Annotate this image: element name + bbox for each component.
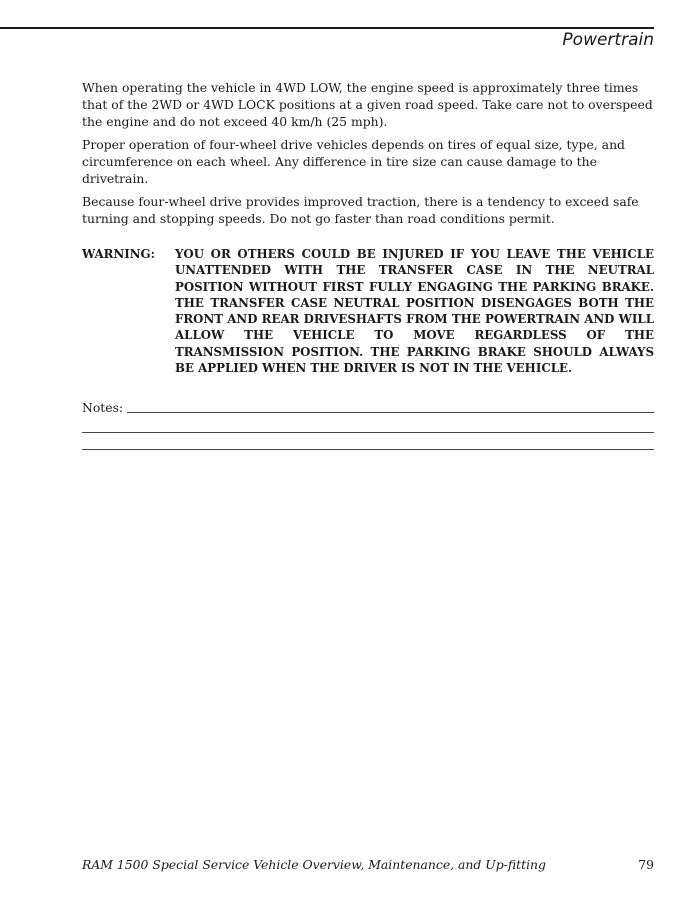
- paragraph-4wd-low: When operating the vehicle in 4WD LOW, the engine speed is approximately three times that of the 2WD or 4WD LOCK positions at a given road speed. Take care not to overspeed the engine and do not exceed 40 km/h (25 mph).: [82, 80, 653, 129]
- header-rule: [0, 27, 654, 29]
- paragraph-traction: Because four-wheel drive provides improved traction, there is a tendency to exceed safe turning and stopping speeds. Do not go faster than road conditions permit.: [82, 194, 639, 226]
- notes-write-line: [127, 412, 654, 413]
- notes-write-line: [82, 433, 654, 450]
- warning-label: WARNING:: [82, 247, 155, 261]
- notes-section: [82, 399, 654, 450]
- warning-block: [82, 246, 654, 376]
- page-body: [82, 79, 654, 450]
- notes-first-line: [82, 399, 654, 416]
- notes-label: Notes:: [82, 400, 124, 416]
- notes-write-line: [82, 416, 654, 433]
- paragraph-tire-size: Proper operation of four-wheel drive vehicles depends on tires of equal size, type, and circumference on each wheel. Any difference in tire size can cause damage to the drivetrain.: [82, 137, 625, 186]
- footer-document-title: RAM 1500 Special Service Vehicle Overview, Maintenance, and Up-fitting: [82, 857, 546, 872]
- section-title: Powertrain: [562, 30, 654, 50]
- warning-text: YOU OR OTHERS COULD BE INJURED IF YOU LEAVE THE VEHICLE UNATTENDED WITH THE TRANSFER CASE IN THE NEUTRAL POSITION WITHOUT FIRST FULLY ENGAGING THE PARKING BRAKE. THE TRANSFER CASE NEUTRAL POSITION DISENGAGES BOTH THE FRONT AND REAR DRIVESHAFTS FROM THE POWERTRAIN AND WILL ALLOW THE VEHICLE TO MOVE REGARDLESS OF THE TRANSMISSION POSITION. THE PARKING BRAKE SHOULD ALWAYS BE APPLIED WHEN THE DRIVER IS NOT IN THE VEHICLE.: [175, 247, 654, 376]
- page-number: 79: [638, 857, 654, 872]
